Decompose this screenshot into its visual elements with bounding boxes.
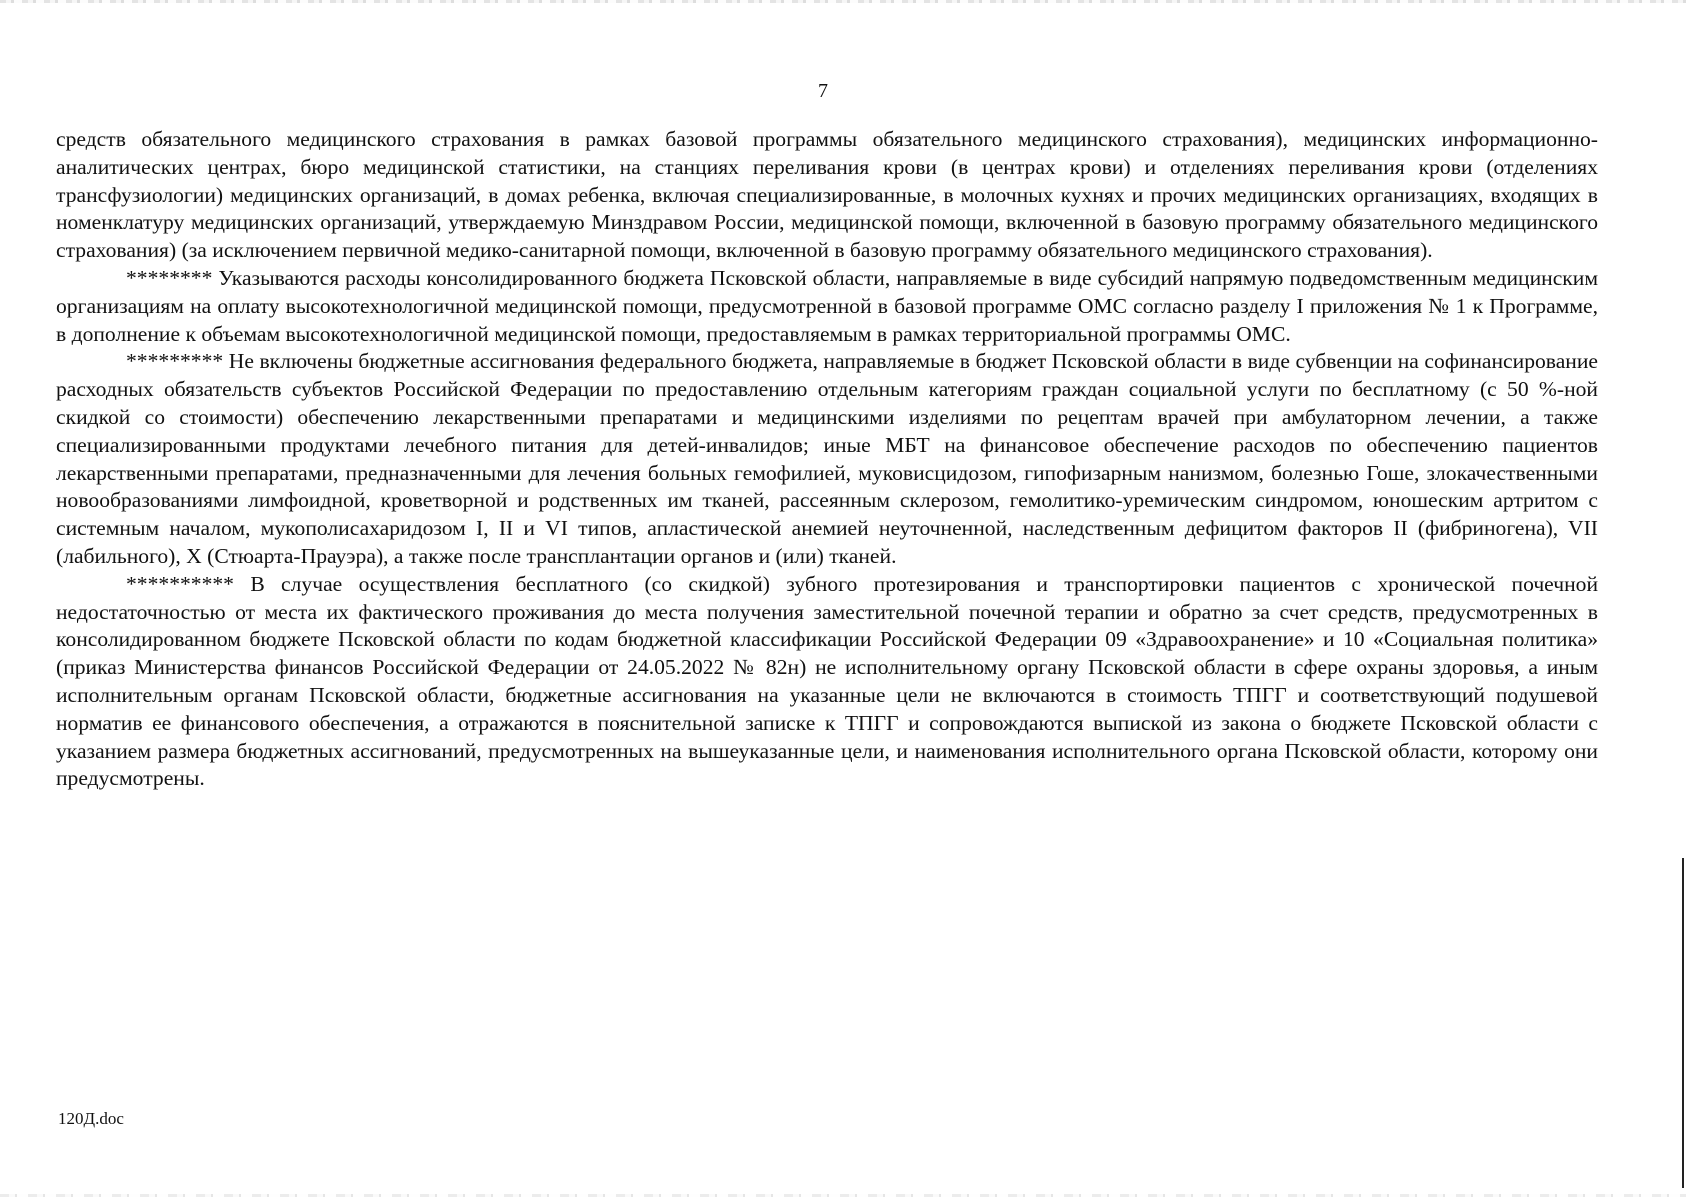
- scan-edge-right: [1682, 858, 1684, 1188]
- scan-edge-top: [0, 0, 1686, 3]
- footnote-9-paragraph: ********* Не включены бюджетные ассигнования федерального бюджета, направляемые в бюджет Псковской области в виде субвенции на софинансирование расходных обязательств субъектов Российской Федерации по предоставлению отдельным категориям граждан социальной услуги по бесплатному (с 50 %-ной скидкой со стоимости) обеспечению лекарственными препаратами и медицинскими изделиями по рецептам врачей при амбулаторном лечении, а также специализированными продуктами лечебного питания для детей-инвалидов; иные МБТ на финансовое обеспечение расходов по обеспечению пациентов лекарственными препаратами, предназначенными для лечения больных гемофилией, муковисцидозом, гипофизарным нанизмом, болезнью Гоше, злокачественными новообразованиями лимфоидной, кроветворной и родственных им тканей, рассеянным склерозом, гемолитико-уремическим синдромом, юношеским артритом с системным началом, мукополисахаридозом I, II и VI типов, апластической анемией неуточненной, наследственным дефицитом факторов II (фибриногена), VII (лабильного), X (Стюарта-Прауэра), а также после трансплантации органов и (или) тканей.: [56, 349, 1598, 568]
- document-body: [56, 126, 1598, 793]
- footer-filename: 120Д.doc: [58, 1109, 124, 1128]
- page-number: 7: [818, 80, 828, 102]
- footnote-8-paragraph: ******** Указываются расходы консолидированного бюджета Псковской области, направляемые в виде субсидий напрямую подведомственным медицинским организациям на оплату высокотехнологичной медицинской помощи, предусмотренной в базовой программе ОМС согласно разделу I приложения № 1 к Программе, в дополнение к объемам высокотехнологичной медицинской помощи, предоставляемым в рамках территориальной программы ОМС.: [56, 265, 1598, 346]
- scan-edge-bottom: [0, 1194, 1686, 1197]
- paragraph-continuation: средств обязательного медицинского страхования в рамках базовой программы обязательного медицинского страхования), медицинских информационно-аналитических центрах, бюро медицинской статистики, на станциях переливания крови (в центрах крови) и отделениях переливания крови (отделениях трансфузиологии) медицинских организаций, в домах ребенка, включая специализированные, в молочных кухнях и прочих медицинских организациях, входящих в номенклатуру медицинских организаций, утверждаемую Минздравом России, медицинской помощи, включенной в базовую программу обязательного медицинского страхования) (за исключением первичной медико-санитарной помощи, включенной в базовую программу обязательного медицинского страхования).: [56, 127, 1598, 263]
- footnote-10-paragraph: ********** В случае осуществления бесплатного (со скидкой) зубного протезирования и транспортировки пациентов с хронической почечной недостаточностью от места их фактического проживания до места получения заместительной почечной терапии и обратно за счет средств, предусмотренных в консолидированном бюджете Псковской области по кодам бюджетной классификации Российской Федерации 09 «Здравоохранение» и 10 «Социальная политика» (приказ Министерства финансов Российской Федерации от 24.05.2022 № 82н) не исполнительному органу Псковской области в сфере охраны здоровья, а иным исполнительным органам Псковской области, бюджетные ассигнования на указанные цели не включаются в стоимость ТПГГ и соответствующий подушевой норматив ее финансового обеспечения, а отражаются в пояснительной записке к ТПГГ и сопровождаются выпиской из закона о бюджете Псковской области с указанием размера бюджетных ассигнований, предусмотренных на вышеуказанные цели, и наименования исполнительного органа Псковской области, которому они предусмотрены.: [56, 571, 1598, 791]
